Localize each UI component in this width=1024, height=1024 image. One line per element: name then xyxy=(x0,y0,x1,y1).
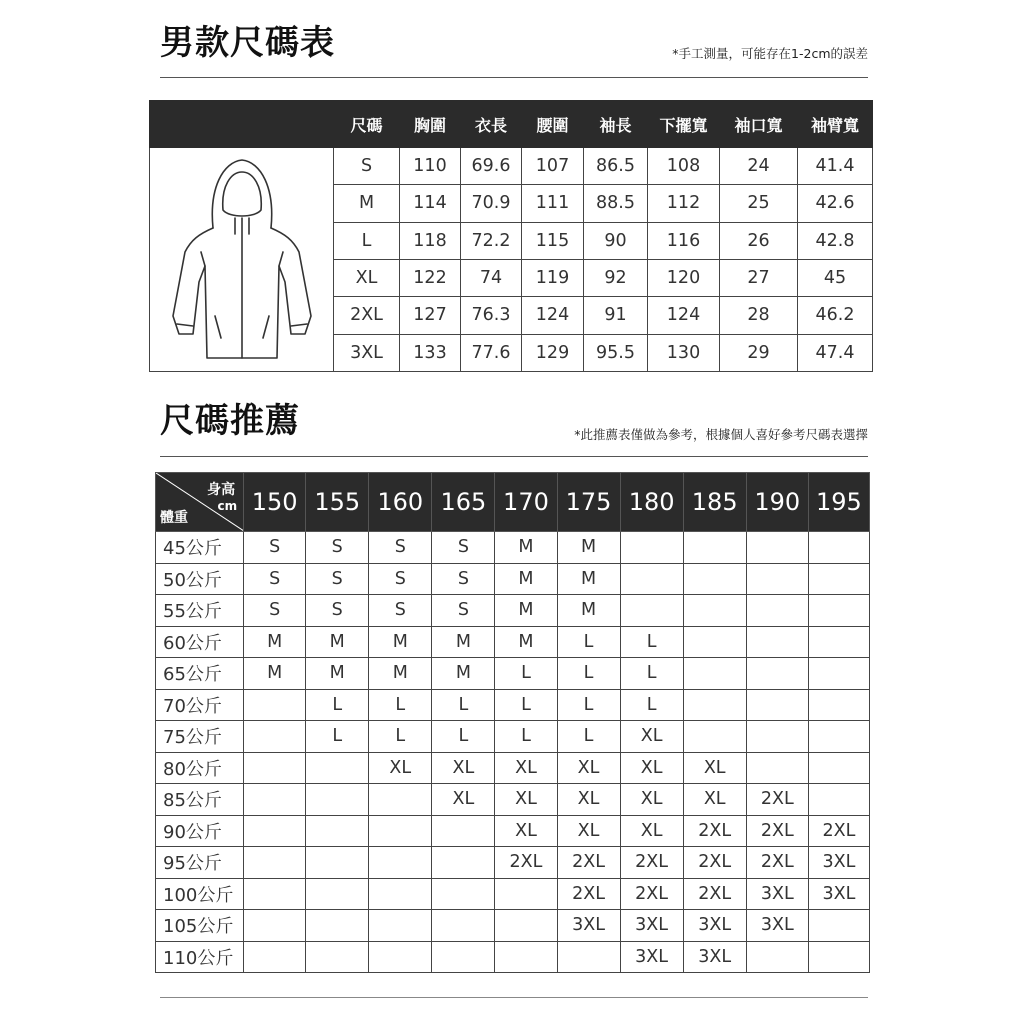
size-value-cell: 112 xyxy=(648,185,720,222)
size-value-cell: 92 xyxy=(584,259,648,296)
recommended-size-cell xyxy=(808,941,869,973)
jacket-illustration xyxy=(150,148,334,372)
weight-cell: 55公斤 xyxy=(156,595,244,627)
recommended-size-cell: M xyxy=(495,626,557,658)
recommended-size-cell: L xyxy=(495,689,557,721)
recommended-size-cell xyxy=(432,878,495,910)
recommended-size-cell: S xyxy=(432,595,495,627)
size-value-cell: 24 xyxy=(720,148,798,185)
recommend-row xyxy=(156,815,870,847)
recommend-row xyxy=(156,658,870,690)
size-value-cell: 91 xyxy=(584,297,648,334)
height-header-cell: 155 xyxy=(306,473,369,532)
recommended-size-cell: XL xyxy=(557,815,620,847)
recommended-size-cell xyxy=(808,784,869,816)
size-chart xyxy=(149,100,872,366)
recommended-size-cell xyxy=(746,563,808,595)
recommended-size-cell: L xyxy=(306,721,369,753)
height-header-cell: 175 xyxy=(557,473,620,532)
size-value-cell: 108 xyxy=(648,148,720,185)
recommended-size-cell: XL xyxy=(620,752,683,784)
recommended-size-cell xyxy=(244,910,306,942)
size-value-cell: 28 xyxy=(720,297,798,334)
recommended-size-cell: L xyxy=(620,658,683,690)
recommended-size-cell: 2XL xyxy=(495,847,557,879)
recommended-size-cell: XL xyxy=(495,752,557,784)
size-header-cell: 衣長 xyxy=(461,101,522,148)
height-unit: cm xyxy=(217,499,238,513)
size-value-cell: 129 xyxy=(522,334,584,371)
height-header-cell: 165 xyxy=(432,473,495,532)
recommend-row xyxy=(156,626,870,658)
size-value-cell: 45 xyxy=(798,259,873,296)
size-label-cell: XL xyxy=(334,259,400,296)
bottom-divider xyxy=(160,997,868,998)
recommended-size-cell: XL xyxy=(495,815,557,847)
recommend-row xyxy=(156,784,870,816)
recommend-row xyxy=(156,752,870,784)
recommended-size-cell: L xyxy=(557,658,620,690)
recommended-size-cell: L xyxy=(495,658,557,690)
recommended-size-cell xyxy=(620,532,683,564)
recommended-size-cell: M xyxy=(432,626,495,658)
size-value-cell: 116 xyxy=(648,222,720,259)
recommended-size-cell xyxy=(306,847,369,879)
recommended-size-cell xyxy=(432,847,495,879)
size-header-blank xyxy=(150,101,334,148)
size-value-cell: 26 xyxy=(720,222,798,259)
weight-cell: 75公斤 xyxy=(156,721,244,753)
size-value-cell: 88.5 xyxy=(584,185,648,222)
recommended-size-cell xyxy=(369,784,432,816)
recommended-size-cell: S xyxy=(306,563,369,595)
recommended-size-cell xyxy=(244,721,306,753)
recommended-size-cell: 3XL xyxy=(683,941,746,973)
recommended-size-cell xyxy=(746,721,808,753)
size-value-cell: 27 xyxy=(720,259,798,296)
recommended-size-cell: 3XL xyxy=(620,941,683,973)
recommend-row xyxy=(156,941,870,973)
recommended-size-cell xyxy=(683,563,746,595)
recommended-size-cell xyxy=(369,815,432,847)
weight-cell: 95公斤 xyxy=(156,847,244,879)
size-value-cell: 46.2 xyxy=(798,297,873,334)
recommended-size-cell: 2XL xyxy=(620,878,683,910)
recommended-size-cell xyxy=(432,815,495,847)
size-value-cell: 118 xyxy=(400,222,461,259)
weight-cell: 90公斤 xyxy=(156,815,244,847)
recommend-row xyxy=(156,563,870,595)
recommended-size-cell: M xyxy=(306,658,369,690)
recommended-size-cell xyxy=(369,878,432,910)
recommended-size-cell: S xyxy=(432,563,495,595)
recommended-size-cell xyxy=(683,532,746,564)
size-value-cell: 72.2 xyxy=(461,222,522,259)
recommended-size-cell: M xyxy=(557,563,620,595)
recommended-size-cell: L xyxy=(557,689,620,721)
recommended-size-cell: XL xyxy=(683,784,746,816)
weight-cell: 105公斤 xyxy=(156,910,244,942)
weight-cell: 50公斤 xyxy=(156,563,244,595)
recommended-size-cell xyxy=(808,563,869,595)
recommended-size-cell xyxy=(369,847,432,879)
height-header-cell: 190 xyxy=(746,473,808,532)
size-header-row xyxy=(150,101,873,148)
recommended-size-cell: M xyxy=(495,532,557,564)
size-value-cell: 124 xyxy=(522,297,584,334)
recommended-size-cell: M xyxy=(244,658,306,690)
weight-cell: 65公斤 xyxy=(156,658,244,690)
size-value-cell: 42.8 xyxy=(798,222,873,259)
height-header-cell: 180 xyxy=(620,473,683,532)
size-header-cell: 腰圍 xyxy=(522,101,584,148)
recommended-size-cell xyxy=(683,721,746,753)
recommended-size-cell: S xyxy=(369,532,432,564)
size-value-cell: 86.5 xyxy=(584,148,648,185)
size-value-cell: 130 xyxy=(648,334,720,371)
recommended-size-cell xyxy=(683,689,746,721)
size-chart-title: 男款尺碼表 xyxy=(160,23,335,63)
recommended-size-cell: M xyxy=(306,626,369,658)
size-label-cell: 2XL xyxy=(334,297,400,334)
size-value-cell: 119 xyxy=(522,259,584,296)
recommended-size-cell: S xyxy=(369,563,432,595)
recommend-row xyxy=(156,721,870,753)
recommended-size-cell: S xyxy=(244,563,306,595)
recommended-size-cell: 2XL xyxy=(683,847,746,879)
recommended-size-cell: M xyxy=(495,595,557,627)
weight-cell: 85公斤 xyxy=(156,784,244,816)
recommended-size-cell xyxy=(746,689,808,721)
recommended-size-cell xyxy=(808,910,869,942)
hooded-jacket-icon xyxy=(151,148,333,366)
size-value-cell: 70.9 xyxy=(461,185,522,222)
recommended-size-cell xyxy=(369,941,432,973)
size-header-cell: 袖長 xyxy=(584,101,648,148)
recommended-size-cell: L xyxy=(620,626,683,658)
recommended-size-cell: 2XL xyxy=(557,847,620,879)
size-header-cell: 尺碼 xyxy=(334,101,400,148)
height-header-cell: 185 xyxy=(683,473,746,532)
size-header-cell: 袖口寬 xyxy=(720,101,798,148)
size-section-header xyxy=(160,23,868,66)
recommended-size-cell: S xyxy=(369,595,432,627)
recommended-size-cell xyxy=(244,689,306,721)
recommended-size-cell: L xyxy=(557,721,620,753)
recommended-size-cell xyxy=(746,595,808,627)
recommended-size-cell: 3XL xyxy=(557,910,620,942)
recommended-size-cell: M xyxy=(369,626,432,658)
recommended-size-cell xyxy=(557,941,620,973)
recommend-divider xyxy=(160,456,868,457)
weight-cell: 110公斤 xyxy=(156,941,244,973)
size-chart-note: *手工測量，可能存在1-2cm的誤差 xyxy=(672,46,868,61)
recommended-size-cell: M xyxy=(432,658,495,690)
size-value-cell: 95.5 xyxy=(584,334,648,371)
recommended-size-cell: L xyxy=(495,721,557,753)
recommended-size-cell: 2XL xyxy=(746,784,808,816)
size-label-cell: S xyxy=(334,148,400,185)
recommended-size-cell: XL xyxy=(369,752,432,784)
size-value-cell: 25 xyxy=(720,185,798,222)
recommended-size-cell xyxy=(808,752,869,784)
corner-header-cell xyxy=(156,473,244,532)
size-value-cell: 115 xyxy=(522,222,584,259)
height-header-cell: 170 xyxy=(495,473,557,532)
recommended-size-cell xyxy=(306,878,369,910)
recommended-size-cell: 2XL xyxy=(746,815,808,847)
recommended-size-cell: 2XL xyxy=(557,878,620,910)
recommended-size-cell xyxy=(306,784,369,816)
recommend-title: 尺碼推薦 xyxy=(160,401,300,441)
weight-cell: 80公斤 xyxy=(156,752,244,784)
recommend-row xyxy=(156,532,870,564)
height-header-cell: 160 xyxy=(369,473,432,532)
recommended-size-cell: 3XL xyxy=(808,847,869,879)
size-value-cell: 90 xyxy=(584,222,648,259)
height-header-cell: 195 xyxy=(808,473,869,532)
recommended-size-cell: 3XL xyxy=(620,910,683,942)
recommended-size-cell: XL xyxy=(620,784,683,816)
recommended-size-cell xyxy=(432,910,495,942)
size-label-cell: M xyxy=(334,185,400,222)
size-label-cell: 3XL xyxy=(334,334,400,371)
recommend-row xyxy=(156,878,870,910)
recommended-size-cell: XL xyxy=(432,784,495,816)
size-header-cell: 袖臂寬 xyxy=(798,101,873,148)
recommend-row xyxy=(156,910,870,942)
recommended-size-cell xyxy=(244,784,306,816)
recommend-row xyxy=(156,847,870,879)
recommended-size-cell xyxy=(244,941,306,973)
recommended-size-cell xyxy=(306,910,369,942)
size-value-cell: 111 xyxy=(522,185,584,222)
recommended-size-cell: XL xyxy=(495,784,557,816)
size-value-cell: 110 xyxy=(400,148,461,185)
size-label-cell: L xyxy=(334,222,400,259)
recommended-size-cell xyxy=(306,815,369,847)
recommended-size-cell xyxy=(620,563,683,595)
recommended-size-cell: M xyxy=(557,532,620,564)
recommended-size-cell xyxy=(244,752,306,784)
recommended-size-cell xyxy=(746,941,808,973)
recommended-size-cell: 2XL xyxy=(746,847,808,879)
size-value-cell: 42.6 xyxy=(798,185,873,222)
size-value-cell: 76.3 xyxy=(461,297,522,334)
size-value-cell: 107 xyxy=(522,148,584,185)
size-value-cell: 77.6 xyxy=(461,334,522,371)
recommended-size-cell: 3XL xyxy=(683,910,746,942)
weight-cell: 70公斤 xyxy=(156,689,244,721)
size-value-cell: 124 xyxy=(648,297,720,334)
recommended-size-cell xyxy=(808,626,869,658)
size-value-cell: 133 xyxy=(400,334,461,371)
recommended-size-cell xyxy=(244,847,306,879)
recommended-size-cell: L xyxy=(369,689,432,721)
recommended-size-cell xyxy=(495,878,557,910)
recommended-size-cell: XL xyxy=(620,721,683,753)
size-value-cell: 114 xyxy=(400,185,461,222)
recommended-size-cell: S xyxy=(306,532,369,564)
recommended-size-cell xyxy=(746,532,808,564)
recommend-row xyxy=(156,689,870,721)
recommend-note: *此推薦表僅做為參考，根據個人喜好參考尺碼表選擇 xyxy=(574,427,868,442)
recommended-size-cell: M xyxy=(244,626,306,658)
recommended-size-cell xyxy=(746,626,808,658)
size-value-cell: 122 xyxy=(400,259,461,296)
recommended-size-cell: L xyxy=(432,689,495,721)
weight-cell: 45公斤 xyxy=(156,532,244,564)
recommended-size-cell xyxy=(432,941,495,973)
size-value-cell: 41.4 xyxy=(798,148,873,185)
size-value-cell: 29 xyxy=(720,334,798,371)
recommended-size-cell: XL xyxy=(432,752,495,784)
recommended-size-cell xyxy=(746,658,808,690)
recommended-size-cell: M xyxy=(557,595,620,627)
recommended-size-cell xyxy=(244,878,306,910)
recommended-size-cell: S xyxy=(432,532,495,564)
recommended-size-cell xyxy=(746,752,808,784)
height-header-cell: 150 xyxy=(244,473,306,532)
recommended-size-cell xyxy=(683,626,746,658)
size-header-cell: 胸圍 xyxy=(400,101,461,148)
weight-cell: 60公斤 xyxy=(156,626,244,658)
recommended-size-cell: M xyxy=(369,658,432,690)
recommended-size-cell xyxy=(244,815,306,847)
recommended-size-cell: S xyxy=(244,595,306,627)
recommended-size-cell xyxy=(808,532,869,564)
recommend-row xyxy=(156,595,870,627)
recommended-size-cell: 3XL xyxy=(746,878,808,910)
recommend-section-header xyxy=(160,401,868,444)
size-table xyxy=(149,100,873,372)
recommended-size-cell: M xyxy=(495,563,557,595)
recommended-size-cell: 2XL xyxy=(620,847,683,879)
recommended-size-cell: 2XL xyxy=(683,815,746,847)
recommended-size-cell: L xyxy=(557,626,620,658)
recommended-size-cell xyxy=(683,658,746,690)
recommended-size-cell: 2XL xyxy=(808,815,869,847)
recommended-size-cell xyxy=(808,721,869,753)
size-row xyxy=(150,148,873,185)
recommended-size-cell: 2XL xyxy=(683,878,746,910)
recommended-size-cell xyxy=(369,910,432,942)
recommended-size-cell xyxy=(620,595,683,627)
recommended-size-cell: 3XL xyxy=(746,910,808,942)
recommended-size-cell xyxy=(306,941,369,973)
size-value-cell: 74 xyxy=(461,259,522,296)
recommend-header-row xyxy=(156,473,870,532)
size-value-cell: 69.6 xyxy=(461,148,522,185)
recommended-size-cell: XL xyxy=(557,752,620,784)
recommended-size-cell xyxy=(495,910,557,942)
size-value-cell: 47.4 xyxy=(798,334,873,371)
recommended-size-cell xyxy=(683,595,746,627)
size-value-cell: 127 xyxy=(400,297,461,334)
recommended-size-cell xyxy=(495,941,557,973)
recommend-table xyxy=(155,472,870,973)
size-value-cell: 120 xyxy=(648,259,720,296)
recommended-size-cell xyxy=(808,689,869,721)
recommended-size-cell: XL xyxy=(620,815,683,847)
height-label: 身高 xyxy=(207,482,236,498)
recommended-size-cell xyxy=(808,595,869,627)
recommended-size-cell xyxy=(306,752,369,784)
recommended-size-cell: S xyxy=(306,595,369,627)
recommended-size-cell: S xyxy=(244,532,306,564)
recommended-size-cell: L xyxy=(369,721,432,753)
recommended-size-cell: XL xyxy=(557,784,620,816)
recommended-size-cell: L xyxy=(306,689,369,721)
recommended-size-cell xyxy=(808,658,869,690)
recommended-size-cell: L xyxy=(432,721,495,753)
recommended-size-cell: XL xyxy=(683,752,746,784)
title-divider xyxy=(160,77,868,78)
weight-cell: 100公斤 xyxy=(156,878,244,910)
size-header-cell: 下擺寬 xyxy=(648,101,720,148)
weight-label: 體重 xyxy=(160,510,188,526)
recommended-size-cell: L xyxy=(620,689,683,721)
recommended-size-cell: 3XL xyxy=(808,878,869,910)
